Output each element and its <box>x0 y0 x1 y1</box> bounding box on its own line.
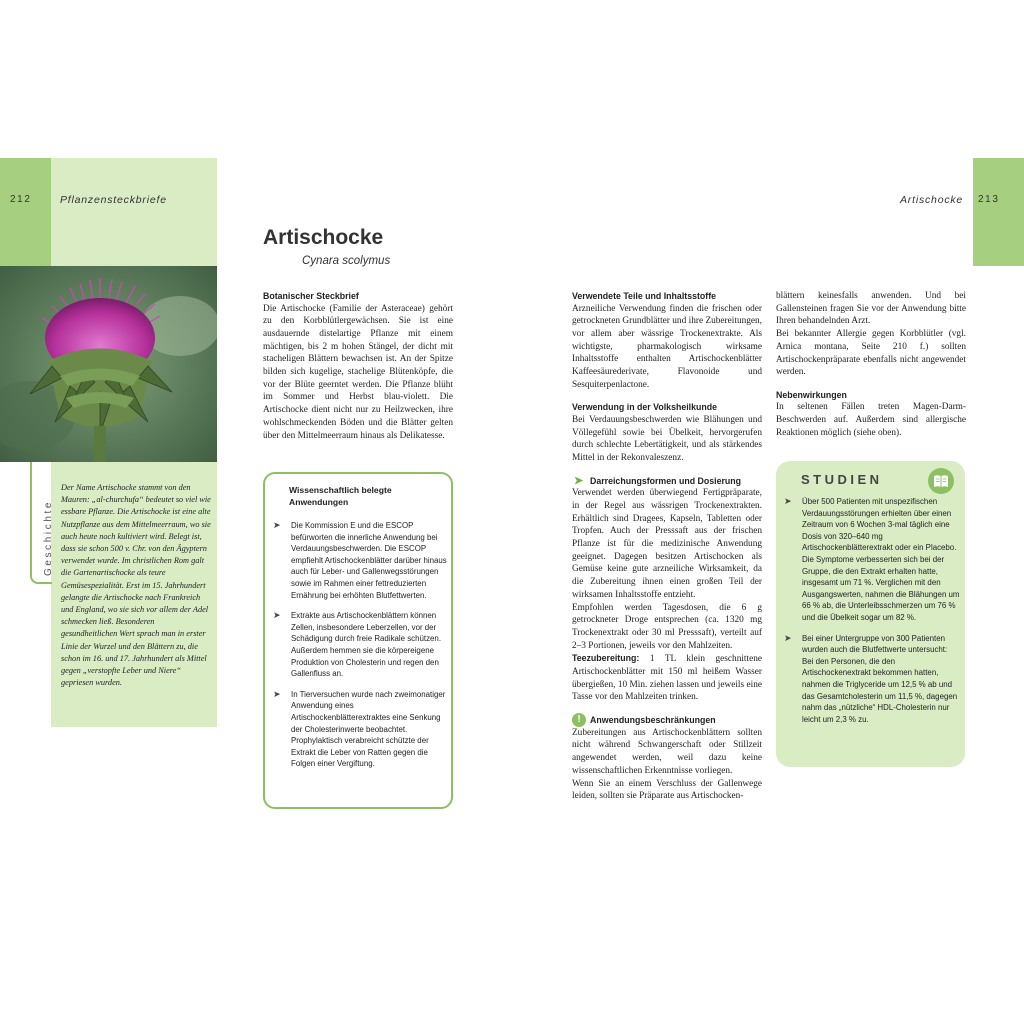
arrow-marker-icon: ➤ <box>574 474 584 487</box>
right-column-1 <box>572 290 762 803</box>
folk-text: Bei Verdauungsbeschwerden wie Blähungen und Völlegefühl sowie bei Übelkeit, hervorgerufen durch schlechte Lebertätigkeit, und als stärkendes Mittel in der Rekonvaleszenz. <box>572 414 762 464</box>
dosage-text-2: Empfohlen werden Tagesdosen, die 6 g getrockneter Droge entsprechen (ca. 1320 mg Trockenextrakt oder 30 ml Presssaft), verteilt auf 2–3 Portionen, jeweils vor den Mahlzeiten. <box>572 602 762 651</box>
restrictions-text-2: Wenn Sie an einem Verschluss der Gallenwege leiden, sollten sie Präparate aus Artischocken- <box>572 778 762 802</box>
studies-list <box>784 496 960 734</box>
scientific-applications-box <box>263 472 453 809</box>
left-page-number: 212 <box>10 194 32 205</box>
scientific-box-title: Wissenschaftlich belegte Anwendungen <box>289 485 392 507</box>
folk-heading: Verwendung in der Volksheilkunde <box>572 402 718 413</box>
arrow-bullet-icon: ➤ <box>273 688 281 699</box>
scientific-list <box>273 520 447 779</box>
botanical-heading: Botanischer Steckbrief <box>263 291 359 301</box>
left-running-title: Pflanzensteckbriefe <box>60 194 167 206</box>
dosage-text: Verwendet werden überwiegend Fertigpräparate, in der Regel aus wässrigen Trockenextrakten. Erhältlich sind Dragees, Kapseln, Tabletten oder Tropfen. Auch der Presssaft aus der frischen Pflanze ist für die medizinische Anwendung geeignet. Dagegen besitzen Artischocken als Gemüse keine gute arzneiliche Wirksamkeit, da die Zubereitung ihnen einen großen Teil der wirksamen Inhaltsstoffe entzieht. <box>572 488 762 600</box>
studies-title: STUDIEN <box>801 472 883 487</box>
botanical-section <box>263 290 453 442</box>
side-effects-heading: Nebenwirkungen <box>776 389 847 400</box>
restrictions-heading: ! Anwendungsbeschränkungen <box>572 714 762 727</box>
history-label: Geschichte <box>43 499 54 576</box>
restrictions-continued: blättern keinesfalls anwenden. Und bei Gallensteinen fragen Sie vor der Anwendung bitte Ihren behandelnden Arzt. <box>776 291 966 327</box>
dosage-heading: ➤ Darreichungsformen und Dosierung <box>574 474 742 487</box>
right-column-2 <box>776 290 966 440</box>
restrictions-text-3: Bei bekannter Allergie gegen Korbblütler (vgl. Arnica montana, Seite 210 f.) sollten Artischockenpräparate ebenfalls nicht angewendet werden. <box>776 329 966 378</box>
list-item: ➤ Über 500 Patienten mit unspezifischen Verdauungsstörungen erhielten über einen Zeitraum von 6 Wochen 3-mal täglich eine Dosis von 320–640 mg Artischockenblätterextrakt oder ein Placebo. Die Symptome verbesserten sich bei der Gruppe, die den Extrakt erhalten hatte, insgesamt um 71 %. Verglichen mit den Ausgangswerten, nahmen die Blähungen um 66 % ab, die Unterleibsschmerzen um 76 % und die Übelkeit sogar um 82 %. <box>784 496 960 622</box>
list-item: ➤ Extrakte aus Artischockenblättern können Zellen, insbesondere Leberzellen, vor der Schädigung durch freie Radikale schützen. Außerdem hemmen sie die körpereigene Produktion von Cholesterin und regen den Gallenfluss an. <box>273 610 442 679</box>
plant-title: Artischocke <box>263 226 384 249</box>
botanical-text: Die Artischocke (Familie der Asteraceae) gehört zu den Korbblütlergewächsen. Sie ist eine ausdauernde distelartige Pflanze mit einem mächtigen, bis 2 m hohen Stängel, der dicht mit stacheligen Blättern bewachsen ist. An der Spitze bilden sich kugelige, stachelige Blütenköpfe, die vor der Blüte geerntet werden. Die Pflanze blüht im Sommer und Herbst blau-violett. Die Artischocke dient nicht nur zu Heilzwecken, ihre wohlschmeckenden Böden und die Blätter gelten über den Mittelmeerraum hinaus als Delikatesse. <box>263 303 453 441</box>
restrictions-text: Zubereitungen aus Artischockenblättern sollten nicht während Schwangerschaft oder Stillzeit angewendet werden, weil dazu keine wissenschaftlichen Erkenntnisse vorliegen. <box>572 727 762 776</box>
list-item: ➤ Die Kommission E und die ESCOP befürworten die innerliche Anwendung bei Verdauungsbeschwerden. Die ESCOP empfiehlt Artischockenblätter darüber hinaus auch für Leber- und Gallenwegsstörungen sowie im Rahmen einer fettreduzierten Ernährung bei erhöhten Blutfettwerten. <box>273 520 447 600</box>
parts-heading: Verwendete Teile und Inhaltsstoffe <box>572 291 717 301</box>
arrow-bullet-icon: ➤ <box>784 496 792 506</box>
right-running-title: Artischocke <box>900 194 964 206</box>
side-effects-text: In seltenen Fällen treten Magen-Darm-Beschwerden auf. Außerdem sind allergische Reaktionen möglich (siehe oben). <box>776 402 966 438</box>
arrow-bullet-icon: ➤ <box>784 632 792 643</box>
left-page-number-tab <box>0 158 51 266</box>
exclamation-icon: ! <box>572 713 586 727</box>
arrow-bullet-icon: ➤ <box>273 520 281 530</box>
plant-latin-name: Cynara scolymus <box>302 255 391 267</box>
right-page-number-tab <box>973 158 1024 266</box>
artichoke-photo <box>0 266 217 462</box>
tea-preparation <box>572 652 762 704</box>
right-page-number: 213 <box>978 194 1000 205</box>
tea-text: 1 TL klein geschnittene Artischockenblätter mit 150 ml heißem Wasser übergießen, 10 Min. ziehen lassen und jeweils eine Tasse vor den Mahlzeiten trinken. <box>572 654 762 703</box>
tea-label: Teezubereitung: <box>572 653 640 664</box>
parts-text: Arzneiliche Verwendung finden die frischen oder getrockneten Grundblätter und ihre Zubereitungen, vor allem aber wässrige Trockenextrakte. Als wichtigste, pharmakologisch wirksame Inhaltsstoffe enthalten Artischockenblätter Kaffeesäurederivate, Flavonoide und Sesquiterpenlactone. <box>572 303 762 390</box>
book-icon <box>928 468 954 494</box>
arrow-bullet-icon: ➤ <box>273 610 281 621</box>
list-item: ➤ Bei einer Untergruppe von 300 Patienten wurden auch die Blutfettwerte untersucht: Bei den Personen, die den Artischockenextrakt bekommen hatten, nahmen die Triglyceride um 12,5 % ab und das Gesamtcholesterin um 11,5 %, dagegen nahm das „nützliche“ HDL-Cholesterin nur leicht um 2,3 % zu. <box>784 632 958 724</box>
studies-box <box>776 461 965 767</box>
list-item: ➤ In Tierversuchen wurde nach zweimonatiger Anwendung eines Artischockenblätterextraktes eine Senkung der Cholesterinwerte beobachtet. Prophylaktisch verabreicht schützte der Extrakt die Leber von Ratten gegen die Folgen einer Vergiftung. <box>273 688 446 769</box>
history-text: Der Name Artischocke stammt von den Mauren: „al-churchufa“ bedeutet so viel wie essbare Pflanze. Die Artischocke ist eine alte Nutzpflanze aus dem Mittelmeerraum, wo sie auch heute noch kultiviert wird. Belegt ist, dass sie schon 500 v. Chr. von den Ägyptern verwendet wurde. Im christlichen Rom galt die Gartenartischocke als teure Gemüsespezialität. Erst im 15. Jahrhundert gelangte die Artischocke nach Frankreich und England, wo sie sich vor allem der Adel schmecken ließ. Besonderen gesundheitlichen Wert sprach man in erster Linie der Wurzel und den Blättern zu, die schon im 16. und 17. Jahrhundert als Mittel gegen „verstopfte Leber und Niere“ gepriesen wurden. <box>61 483 211 688</box>
